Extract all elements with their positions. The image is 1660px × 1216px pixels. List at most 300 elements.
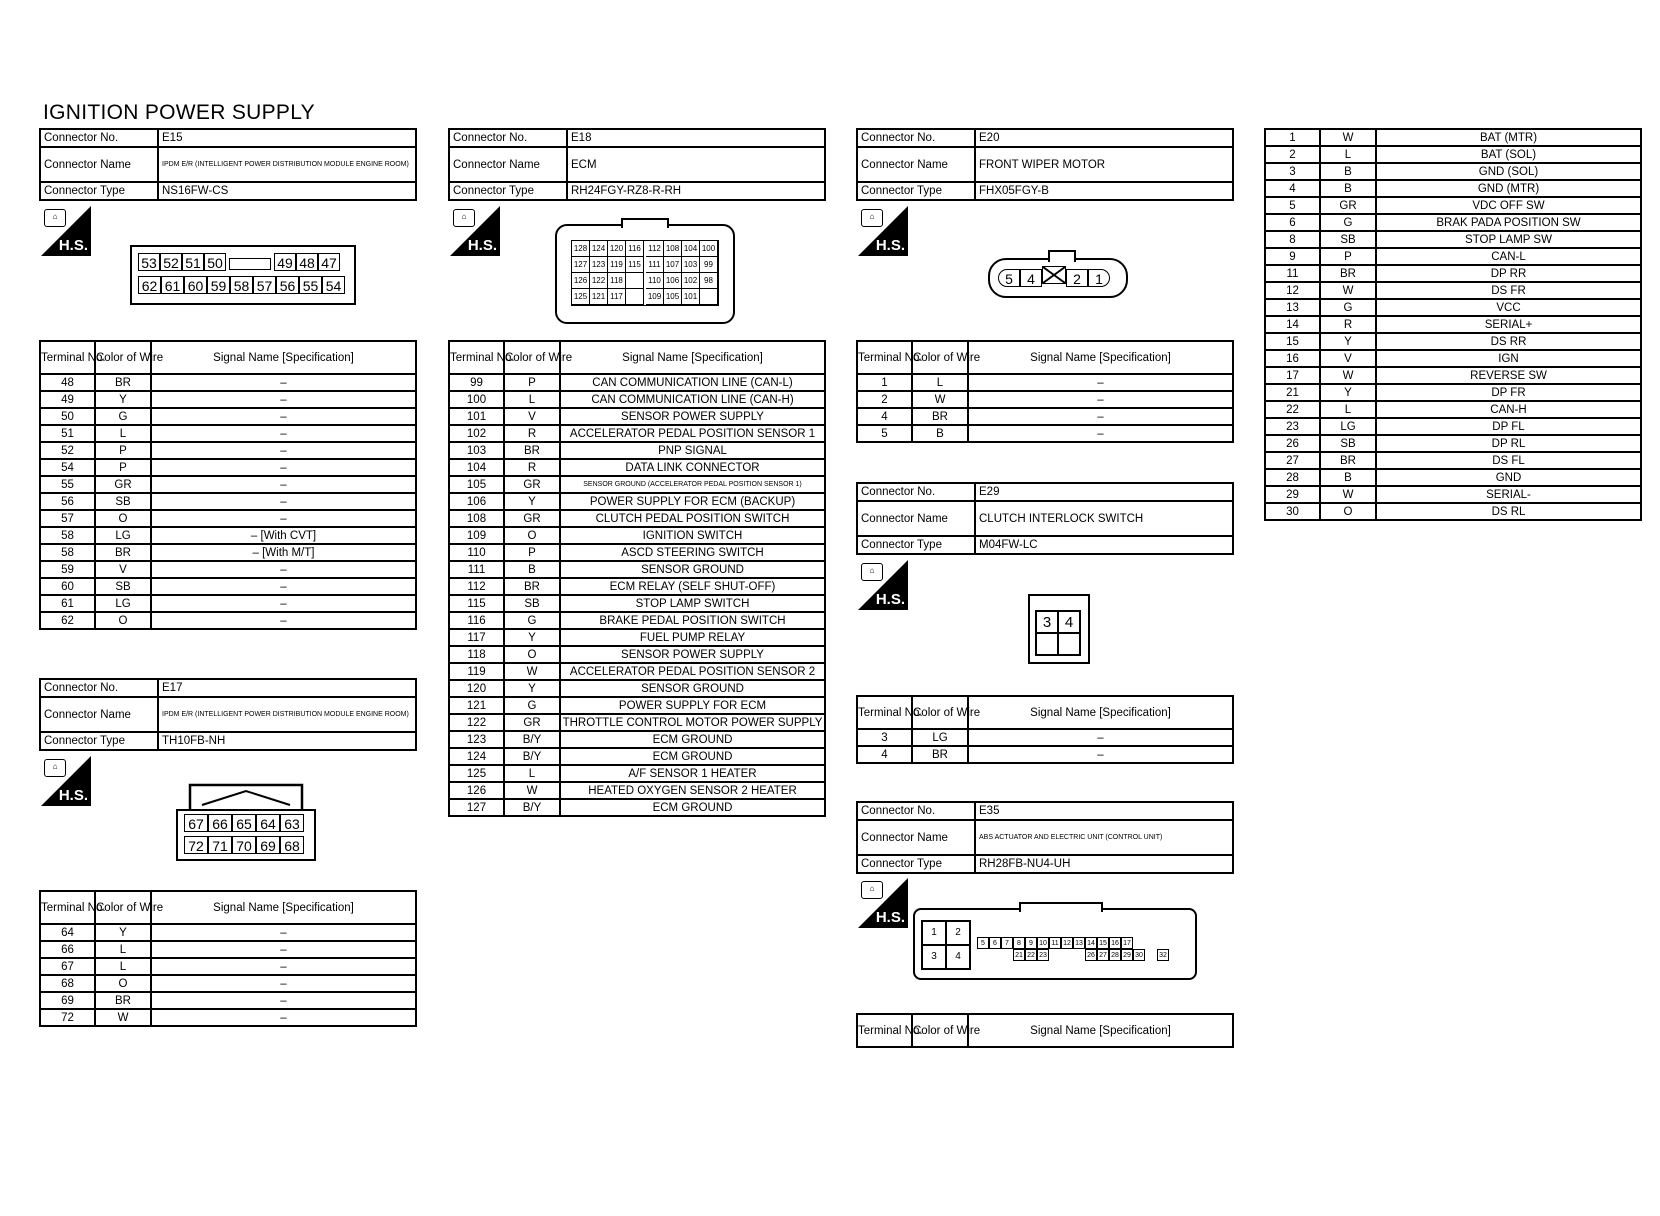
e15-pin: 48 xyxy=(296,253,318,271)
table-row xyxy=(1265,129,1641,146)
terminal-no-cell: 102 xyxy=(449,425,504,442)
wire-color-cell: Y xyxy=(1320,384,1376,401)
e35-pin: 26 xyxy=(1085,949,1097,961)
e15-key-slot xyxy=(229,258,271,270)
wire-color-cell: B/Y xyxy=(504,748,560,765)
signal-name-cell: ACCELERATOR PEDAL POSITION SENSOR 2 xyxy=(560,663,825,680)
wire-color-cell: V xyxy=(95,561,151,578)
signal-name-cell: IGNITION SWITCH xyxy=(560,527,825,544)
e17-pin: 67 xyxy=(184,814,208,832)
terminal-no-cell: 5 xyxy=(1265,197,1320,214)
signal-name-cell: – xyxy=(151,924,416,941)
connector-name-label: Connector Name xyxy=(40,697,158,732)
e15-connector-name: IPDM E/R (INTELLIGENT POWER DISTRIBUTION MODULE ENGINE ROOM) xyxy=(158,147,416,182)
signal-name-cell: – xyxy=(151,578,416,595)
e18-pin: 123 xyxy=(590,257,608,273)
terminal-no-cell: 69 xyxy=(40,992,95,1009)
table-row xyxy=(449,799,825,816)
wire-color-cell: P xyxy=(95,459,151,476)
table-row xyxy=(449,646,825,663)
e15-pin: 57 xyxy=(253,276,276,294)
terminal-no-header: Terminal No. xyxy=(857,696,912,729)
terminal-no-cell: 60 xyxy=(40,578,95,595)
table-row xyxy=(857,408,1233,425)
e20-connector-name: FRONT WIPER MOTOR xyxy=(975,147,1233,182)
table-row xyxy=(1265,282,1641,299)
e35-pin: 23 xyxy=(1037,949,1049,961)
e29-connector-name: CLUTCH INTERLOCK SWITCH xyxy=(975,501,1233,536)
wire-color-cell: B xyxy=(1320,469,1376,486)
signal-name-cell: – xyxy=(151,595,416,612)
wire-color-cell: W xyxy=(1320,129,1376,146)
terminal-no-cell: 101 xyxy=(449,408,504,425)
connector-e18 xyxy=(448,128,826,201)
wire-color-cell: B xyxy=(504,561,560,578)
e17-pin: 69 xyxy=(256,836,280,854)
e17-housing-top xyxy=(188,783,304,811)
wire-color-cell: SB xyxy=(1320,435,1376,452)
abs-terminal-table xyxy=(1264,128,1642,521)
terminal-no-cell: 104 xyxy=(449,459,504,476)
signal-name-cell: CAN-L xyxy=(1376,248,1641,265)
e18-pin: 120 xyxy=(608,241,626,257)
terminal-no-cell: 30 xyxy=(1265,503,1320,520)
signal-name-cell: IGN xyxy=(1376,350,1641,367)
e35-pin: 2 xyxy=(946,921,970,945)
e35-pin: 6 xyxy=(989,937,1001,949)
e20-pin-table xyxy=(856,340,1234,443)
table-row xyxy=(449,680,825,697)
signal-name-cell: FUEL PUMP RELAY xyxy=(560,629,825,646)
e15-pin: 56 xyxy=(276,276,299,294)
terminal-no-cell: 21 xyxy=(1265,384,1320,401)
table-row xyxy=(857,374,1233,391)
table-row xyxy=(1265,248,1641,265)
terminal-no-cell: 119 xyxy=(449,663,504,680)
signal-name-cell: ACCELERATOR PEDAL POSITION SENSOR 1 xyxy=(560,425,825,442)
e18-pin-row xyxy=(572,241,718,257)
table-row xyxy=(1265,367,1641,384)
e18-pin-table-wrap xyxy=(448,340,826,817)
signal-name-cell: HEATED OXYGEN SENSOR 2 HEATER xyxy=(560,782,825,799)
wire-color-cell: W xyxy=(1320,282,1376,299)
terminal-no-cell: 67 xyxy=(40,958,95,975)
table-row xyxy=(1265,163,1641,180)
signal-name-cell: – xyxy=(151,374,416,391)
connector-type-label: Connector Type xyxy=(857,855,975,873)
signal-name-cell: SENSOR POWER SUPPLY xyxy=(560,408,825,425)
terminal-no-cell: 57 xyxy=(40,510,95,527)
e35-connector-face xyxy=(913,908,1197,980)
signal-name-cell: – xyxy=(968,408,1233,425)
table-row xyxy=(449,663,825,680)
e15-pin: 47 xyxy=(318,253,340,271)
signal-name-cell: – xyxy=(151,510,416,527)
wire-color-cell: R xyxy=(1320,316,1376,333)
terminal-no-cell: 2 xyxy=(857,391,912,408)
color-of-wire-header: Color of Wire xyxy=(912,696,968,729)
table-row xyxy=(40,561,416,578)
table-row xyxy=(449,697,825,714)
table-row xyxy=(449,714,825,731)
signal-name-cell: ECM GROUND xyxy=(560,731,825,748)
e18-connector-name: ECM xyxy=(567,147,825,182)
e15-connector-type: NS16FW-CS xyxy=(158,182,416,200)
e29-pin-table xyxy=(856,695,1234,764)
e20-latch xyxy=(1048,250,1076,262)
signal-name-cell: – [With M/T] xyxy=(151,544,416,561)
page-title: IGNITION POWER SUPPLY xyxy=(43,101,315,124)
connector-e17 xyxy=(39,678,417,751)
wire-color-cell: B/Y xyxy=(504,799,560,816)
connector-e20 xyxy=(856,128,1234,201)
table-row xyxy=(40,595,416,612)
harness-side-icon: ⌂ H.S. xyxy=(858,878,908,928)
e18-connector-face xyxy=(555,224,735,324)
e18-pin: 107 xyxy=(664,257,682,273)
e18-pin: 103 xyxy=(682,257,700,273)
terminal-no-cell: 58 xyxy=(40,527,95,544)
e18-pin: 112 xyxy=(646,241,664,257)
e35-pin: 10 xyxy=(1037,937,1049,949)
wire-color-cell: L xyxy=(95,958,151,975)
color-of-wire-header: Color of Wire xyxy=(504,341,560,374)
e29-pin-block xyxy=(1035,610,1081,656)
wire-color-cell: W xyxy=(504,782,560,799)
e17-pin: 72 xyxy=(184,836,208,854)
terminal-no-cell: 108 xyxy=(449,510,504,527)
e35-pin: 27 xyxy=(1097,949,1109,961)
e35-latch xyxy=(1019,902,1103,912)
e35-connector-no: E35 xyxy=(975,802,1233,820)
e29-empty-pin xyxy=(1058,633,1080,655)
wire-color-cell: LG xyxy=(912,729,968,746)
signal-name-cell: SERIAL- xyxy=(1376,486,1641,503)
e15-connector-face xyxy=(130,245,356,305)
e35-pin: 17 xyxy=(1121,937,1133,949)
e17-pin: 66 xyxy=(208,814,232,832)
signal-name-cell: SENSOR GROUND (ACCELERATOR PEDAL POSITION SENSOR 1) xyxy=(560,476,825,493)
wire-color-cell: G xyxy=(1320,214,1376,231)
terminal-no-cell: 68 xyxy=(40,975,95,992)
wire-color-cell: L xyxy=(1320,401,1376,418)
signal-name-cell: DS FR xyxy=(1376,282,1641,299)
e15-header-table xyxy=(39,128,417,201)
wire-color-cell: L xyxy=(504,391,560,408)
wire-color-cell: O xyxy=(1320,503,1376,520)
e18-pin: 126 xyxy=(572,273,590,289)
signal-name-cell: – xyxy=(151,958,416,975)
e17-header-table xyxy=(39,678,417,751)
e18-pin: 110 xyxy=(646,273,664,289)
terminal-no-cell: 52 xyxy=(40,442,95,459)
wire-color-cell: L xyxy=(1320,146,1376,163)
harness-side-icon: ⌂ H.S. xyxy=(41,756,91,806)
signal-name-cell: POWER SUPPLY FOR ECM xyxy=(560,697,825,714)
wire-color-cell: BR xyxy=(95,544,151,561)
signal-name-cell: – [With CVT] xyxy=(151,527,416,544)
table-row xyxy=(449,629,825,646)
wire-color-cell: V xyxy=(1320,350,1376,367)
connector-no-label: Connector No. xyxy=(857,129,975,147)
terminal-no-cell: 29 xyxy=(1265,486,1320,503)
e17-pin: 68 xyxy=(280,836,304,854)
signal-name-cell: ECM GROUND xyxy=(560,748,825,765)
table-row xyxy=(449,527,825,544)
e15-pin: 61 xyxy=(161,276,184,294)
e35-pin: 21 xyxy=(1013,949,1025,961)
wire-color-cell: G xyxy=(504,697,560,714)
table-row xyxy=(40,425,416,442)
terminal-no-cell: 112 xyxy=(449,578,504,595)
terminal-no-cell: 66 xyxy=(40,941,95,958)
table-row xyxy=(40,408,416,425)
e17-pin-table xyxy=(39,890,417,1027)
e35-pin: 5 xyxy=(977,937,989,949)
e35-pin: 13 xyxy=(1073,937,1085,949)
connector-no-label: Connector No. xyxy=(40,129,158,147)
wire-color-cell: BR xyxy=(95,374,151,391)
wire-color-cell: P xyxy=(95,442,151,459)
table-row xyxy=(40,612,416,629)
signal-name-cell: DP FL xyxy=(1376,418,1641,435)
signal-name-cell: ECM GROUND xyxy=(560,799,825,816)
signal-name-cell: – xyxy=(968,425,1233,442)
terminal-no-cell: 64 xyxy=(40,924,95,941)
e29-connector-type: M04FW-LC xyxy=(975,536,1233,554)
wire-color-cell: L xyxy=(95,425,151,442)
table-row xyxy=(1265,214,1641,231)
signal-name-cell: DP RR xyxy=(1376,265,1641,282)
wire-color-cell: GR xyxy=(504,714,560,731)
e18-pin: 115 xyxy=(626,257,644,273)
e35-pin: 32 xyxy=(1157,949,1169,961)
wire-color-cell: SB xyxy=(95,493,151,510)
wire-color-cell: GR xyxy=(95,476,151,493)
terminal-no-cell: 14 xyxy=(1265,316,1320,333)
table-row xyxy=(1265,146,1641,163)
table-row xyxy=(1265,265,1641,282)
wire-color-cell: W xyxy=(504,663,560,680)
wire-color-cell: O xyxy=(95,510,151,527)
signal-name-cell: – xyxy=(151,561,416,578)
harness-side-icon: ⌂ H.S. xyxy=(858,206,908,256)
e15-face-row-top xyxy=(138,253,340,273)
wire-color-cell: Y xyxy=(95,391,151,408)
terminal-no-cell: 124 xyxy=(449,748,504,765)
e15-connector-no: E15 xyxy=(158,129,416,147)
e29-header-table xyxy=(856,482,1234,555)
signal-name-cell: SERIAL+ xyxy=(1376,316,1641,333)
e20-pin: 4 xyxy=(1020,269,1042,287)
terminal-no-cell: 23 xyxy=(1265,418,1320,435)
table-row xyxy=(1265,197,1641,214)
table-row xyxy=(449,578,825,595)
terminal-no-cell: 28 xyxy=(1265,469,1320,486)
signal-name-cell: ASCD STEERING SWITCH xyxy=(560,544,825,561)
e20-pin-row xyxy=(998,266,1110,288)
signal-name-cell: CAN COMMUNICATION LINE (CAN-H) xyxy=(560,391,825,408)
wire-color-cell: BR xyxy=(1320,452,1376,469)
terminal-no-cell: 26 xyxy=(1265,435,1320,452)
signal-name-cell: SENSOR POWER SUPPLY xyxy=(560,646,825,663)
wire-color-cell: BR xyxy=(1320,265,1376,282)
e18-pin: 106 xyxy=(664,273,682,289)
terminal-no-cell: 105 xyxy=(449,476,504,493)
e20-pin: 1 xyxy=(1088,269,1110,287)
e17-face-row-bottom xyxy=(184,836,304,856)
wire-color-cell: Y xyxy=(504,629,560,646)
signal-name-cell: VCC xyxy=(1376,299,1641,316)
e17-connector-no: E17 xyxy=(158,679,416,697)
terminal-no-cell: 120 xyxy=(449,680,504,697)
e18-pin: 102 xyxy=(682,273,700,289)
signal-name-header: Signal Name [Specification] xyxy=(560,341,825,374)
wire-color-cell: BR xyxy=(504,578,560,595)
wire-color-cell: P xyxy=(1320,248,1376,265)
e17-pin: 63 xyxy=(280,814,304,832)
wire-color-cell: Y xyxy=(95,924,151,941)
e17-connector-name: IPDM E/R (INTELLIGENT POWER DISTRIBUTION MODULE ENGINE ROOM) xyxy=(158,697,416,732)
wire-color-cell: W xyxy=(1320,486,1376,503)
terminal-no-cell: 122 xyxy=(449,714,504,731)
e29-pin-table-wrap xyxy=(856,695,1234,764)
connector-name-label: Connector Name xyxy=(40,147,158,182)
table-row xyxy=(449,476,825,493)
signal-name-cell: GND (SOL) xyxy=(1376,163,1641,180)
wire-color-cell: L xyxy=(504,765,560,782)
signal-name-cell: – xyxy=(968,374,1233,391)
color-of-wire-header: Color of Wire xyxy=(95,341,151,374)
e20-pin-table-wrap xyxy=(856,340,1234,443)
signal-name-cell: – xyxy=(151,975,416,992)
wire-color-cell: B xyxy=(912,425,968,442)
wire-color-cell: BR xyxy=(504,442,560,459)
wire-color-cell: G xyxy=(95,408,151,425)
wire-color-cell: W xyxy=(912,391,968,408)
signal-name-cell: – xyxy=(968,746,1233,763)
e35-pin-table xyxy=(856,1013,1234,1048)
signal-name-cell: GND xyxy=(1376,469,1641,486)
e17-connector-face xyxy=(188,783,304,859)
e15-pin: 59 xyxy=(207,276,230,294)
e18-pin: 117 xyxy=(608,289,626,305)
table-row xyxy=(40,527,416,544)
e18-pin: 116 xyxy=(626,241,644,257)
signal-name-cell: A/F SENSOR 1 HEATER xyxy=(560,765,825,782)
table-row xyxy=(1265,486,1641,503)
terminal-no-cell: 12 xyxy=(1265,282,1320,299)
table-row xyxy=(40,924,416,941)
table-row xyxy=(1265,435,1641,452)
e35-pin: 9 xyxy=(1025,937,1037,949)
harness-side-icon: ⌂ H.S. xyxy=(450,206,500,256)
signal-name-cell: CAN-H xyxy=(1376,401,1641,418)
e17-face-row-top xyxy=(184,814,304,834)
table-row xyxy=(449,374,825,391)
table-row xyxy=(1265,180,1641,197)
table-row xyxy=(1265,316,1641,333)
wire-color-cell: W xyxy=(1320,367,1376,384)
table-row xyxy=(449,612,825,629)
terminal-no-cell: 126 xyxy=(449,782,504,799)
e20-header-table xyxy=(856,128,1234,201)
e15-pin: 58 xyxy=(230,276,253,294)
wire-color-cell: Y xyxy=(504,493,560,510)
table-row xyxy=(1265,333,1641,350)
wire-color-cell: BR xyxy=(95,992,151,1009)
terminal-no-cell: 100 xyxy=(449,391,504,408)
wire-color-cell: SB xyxy=(1320,231,1376,248)
signal-name-cell: – xyxy=(151,442,416,459)
signal-name-cell: DS FL xyxy=(1376,452,1641,469)
signal-name-cell: STOP LAMP SW xyxy=(1376,231,1641,248)
e35-pin: 4 xyxy=(946,945,970,969)
e18-pin xyxy=(700,289,718,305)
e18-connector-type: RH24FGY-RZ8-R-RH xyxy=(567,182,825,200)
signal-name-cell: GND (MTR) xyxy=(1376,180,1641,197)
e18-pin: 109 xyxy=(646,289,664,305)
e29-pin: 3 xyxy=(1036,611,1058,633)
table-row xyxy=(449,561,825,578)
e17-pin: 65 xyxy=(232,814,256,832)
connector-no-label: Connector No. xyxy=(857,483,975,501)
signal-name-cell: DP FR xyxy=(1376,384,1641,401)
table-row xyxy=(1265,384,1641,401)
signal-name-cell: POWER SUPPLY FOR ECM (BACKUP) xyxy=(560,493,825,510)
signal-name-cell: VDC OFF SW xyxy=(1376,197,1641,214)
table-row xyxy=(40,975,416,992)
e35-pin: 30 xyxy=(1133,949,1145,961)
e18-pin-row xyxy=(572,273,718,289)
e35-connector-type: RH28FB-NU4-UH xyxy=(975,855,1233,873)
terminal-no-cell: 2 xyxy=(1265,146,1320,163)
terminal-no-cell: 51 xyxy=(40,425,95,442)
terminal-no-header: Terminal No. xyxy=(857,341,912,374)
e18-pin: 118 xyxy=(608,273,626,289)
table-row xyxy=(449,425,825,442)
signal-name-cell: – xyxy=(151,612,416,629)
table-row xyxy=(40,578,416,595)
terminal-no-cell: 56 xyxy=(40,493,95,510)
e35-pin-block-left xyxy=(921,920,971,970)
e18-pin xyxy=(626,289,644,305)
terminal-no-cell: 118 xyxy=(449,646,504,663)
e29-pin: 4 xyxy=(1058,611,1080,633)
terminal-no-cell: 99 xyxy=(449,374,504,391)
terminal-no-cell: 50 xyxy=(40,408,95,425)
table-row xyxy=(1265,231,1641,248)
e18-pin: 98 xyxy=(700,273,718,289)
terminal-no-cell: 111 xyxy=(449,561,504,578)
signal-name-cell: ECM RELAY (SELF SHUT-OFF) xyxy=(560,578,825,595)
table-row xyxy=(449,731,825,748)
signal-name-cell: DATA LINK CONNECTOR xyxy=(560,459,825,476)
wire-color-cell: LG xyxy=(95,595,151,612)
e18-pin: 127 xyxy=(572,257,590,273)
terminal-no-header: Terminal No. xyxy=(449,341,504,374)
connector-type-label: Connector Type xyxy=(857,182,975,200)
signal-name-cell: – xyxy=(151,493,416,510)
terminal-no-cell: 115 xyxy=(449,595,504,612)
connector-e15 xyxy=(39,128,417,201)
terminal-no-cell: 27 xyxy=(1265,452,1320,469)
terminal-no-cell: 3 xyxy=(857,729,912,746)
signal-name-header: Signal Name [Specification] xyxy=(151,341,416,374)
signal-name-cell: BAT (SOL) xyxy=(1376,146,1641,163)
e18-pin: 111 xyxy=(646,257,664,273)
e18-pin: 101 xyxy=(682,289,700,305)
